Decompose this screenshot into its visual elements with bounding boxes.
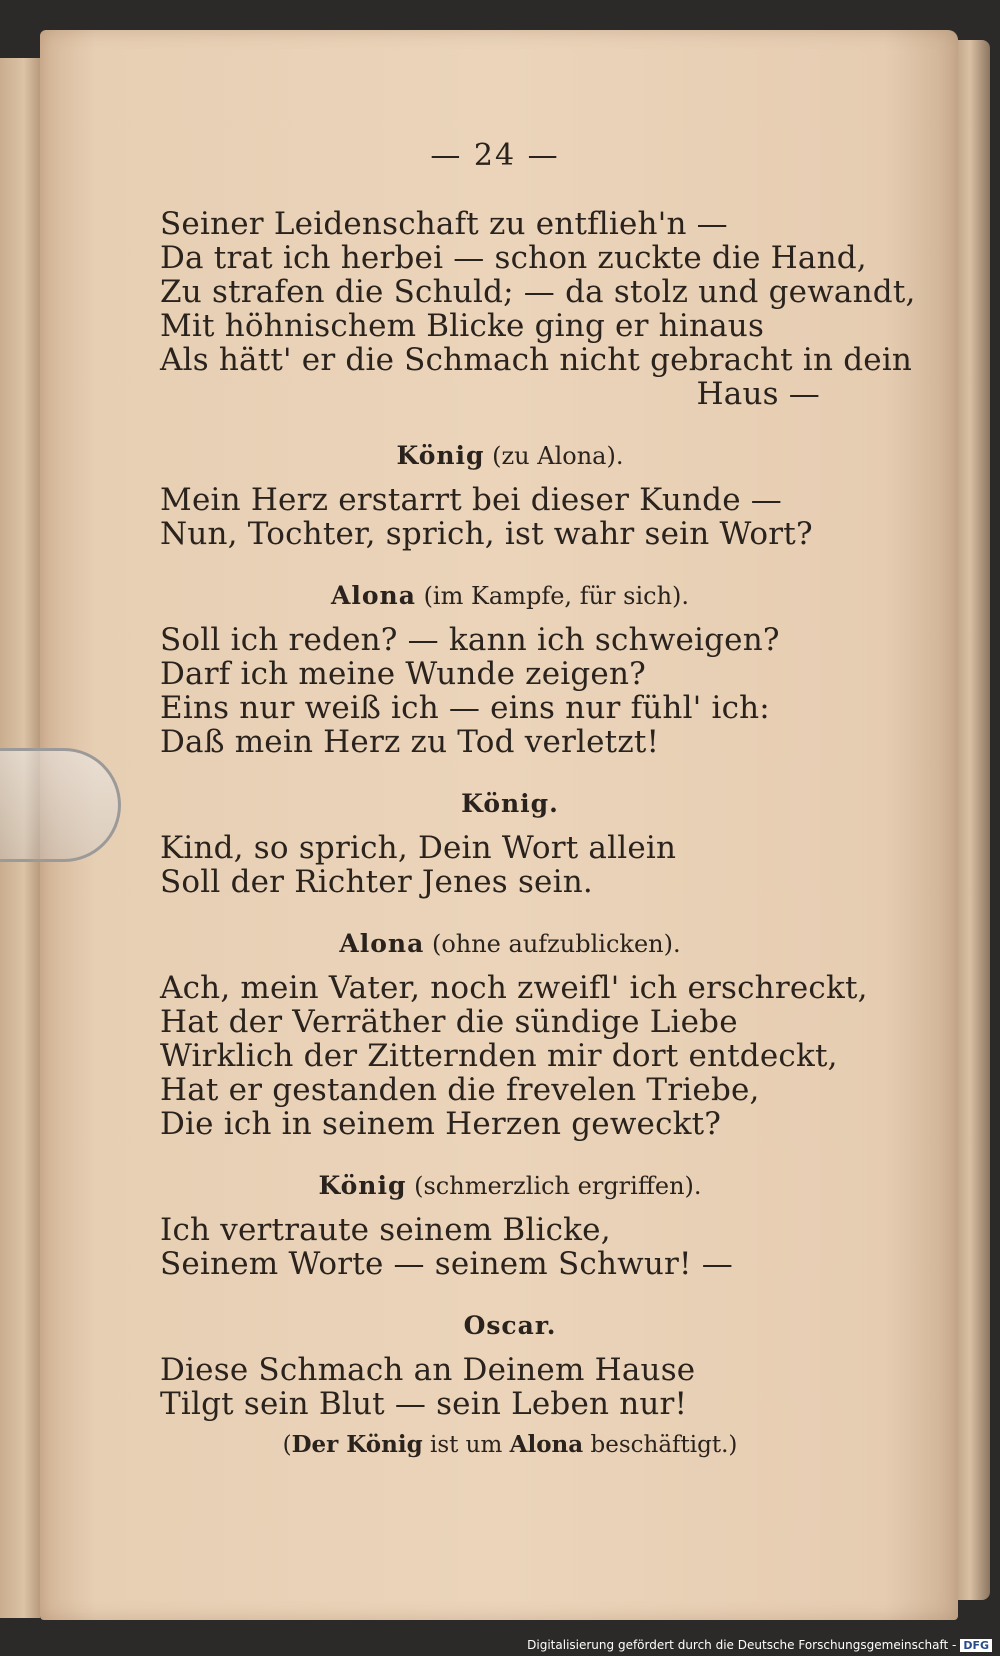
speaker-heading <box>160 789 860 819</box>
verse-line: Ach, mein Vater, noch zweifl' ich erschreckt, <box>160 970 868 1006</box>
verse-line: Tilgt sein Blut — sein Leben nur! <box>160 1386 688 1422</box>
verse-line: Zu strafen die Schuld; — da stolz und gewandt, <box>160 274 916 310</box>
verse-line: Soll ich reden? — kann ich schweigen? <box>160 622 780 658</box>
verse-block-6 <box>160 1213 860 1281</box>
verse-block-2 <box>160 483 860 551</box>
page-number: — 24 — <box>430 138 560 173</box>
page-clip <box>0 748 121 862</box>
verse-line: Daß mein Herz zu Tod verletzt! <box>160 724 660 760</box>
verse-line: Seinem Worte — seinem Schwur! — <box>160 1246 733 1282</box>
verse-line: Nun, Tochter, sprich, ist wahr sein Wort? <box>160 516 813 552</box>
stage-text-end: beschäftigt.) <box>583 1432 738 1458</box>
stage-name-2: Alona <box>509 1431 584 1458</box>
speaker-heading <box>160 1171 860 1201</box>
paren-open: ( <box>282 1432 292 1458</box>
stage-direction: (schmerzlich ergriffen). <box>414 1172 702 1200</box>
speaker-heading <box>160 441 860 471</box>
speaker-name: König. <box>461 789 559 818</box>
dfg-logo: DFG <box>960 1639 992 1652</box>
credit-text: Digitalisierung gefördert durch die Deutsche Forschungsgemeinschaft - <box>527 1638 957 1652</box>
verse-line: Mit höhnischem Blicke ging er hinaus <box>160 308 765 344</box>
page-content <box>160 138 916 1461</box>
verse-line: Soll der Richter Jenes sein. <box>160 864 593 900</box>
closing-stage-direction <box>160 1429 860 1461</box>
verse-line: Seiner Leidenschaft zu entflieh'n — <box>160 206 728 242</box>
speaker-name: König <box>396 441 485 470</box>
verse-line: Darf ich meine Wunde zeigen? <box>160 656 646 692</box>
verse-line: Diese Schmach an Deinem Hause <box>160 1352 696 1388</box>
verse-line: Haus — <box>696 376 820 412</box>
speaker-heading <box>160 581 860 611</box>
stage-direction: (ohne aufzublicken). <box>431 930 681 958</box>
stage-text: ist um <box>422 1432 510 1458</box>
stage-name-1: Der König <box>291 1431 423 1458</box>
speaker-name: Oscar. <box>463 1311 557 1340</box>
verse-block-5 <box>160 970 868 1142</box>
verse-line: Wirklich der Zitternden mir dort entdeckt, <box>160 1038 838 1074</box>
verse-line: Kind, so sprich, Dein Wort allein <box>160 830 677 866</box>
verse-line: Eins nur weiß ich — eins nur fühl' ich: <box>160 690 770 726</box>
verse-block-3 <box>160 623 860 759</box>
speaker-heading <box>160 1311 860 1341</box>
speaker-name: König <box>318 1171 407 1200</box>
verse-line: Da trat ich herbei — schon zuckte die Hand, <box>160 240 867 276</box>
speaker-name: Alona <box>330 581 416 610</box>
verse-block-1 <box>160 206 916 412</box>
stage-direction: (zu Alona). <box>492 442 624 470</box>
speaker-name: Alona <box>339 929 425 958</box>
verse-line: Ich vertraute seinem Blicke, <box>160 1212 611 1248</box>
speaker-heading <box>160 929 860 959</box>
verse-block-7 <box>160 1353 860 1421</box>
digitization-credit <box>527 1638 992 1652</box>
verse-line: Die ich in seinem Herzen geweckt? <box>160 1106 722 1142</box>
stage-direction: (im Kampfe, für sich). <box>423 582 690 610</box>
verse-line: Als hätt' er die Schmach nicht gebracht in dein <box>160 342 913 378</box>
verse-block-4 <box>160 831 860 899</box>
verse-line: Hat er gestanden die frevelen Triebe, <box>160 1072 760 1108</box>
verse-line: Hat der Verräther die sündige Liebe <box>160 1004 738 1040</box>
verse-line: Mein Herz erstarrt bei dieser Kunde — <box>160 482 783 518</box>
